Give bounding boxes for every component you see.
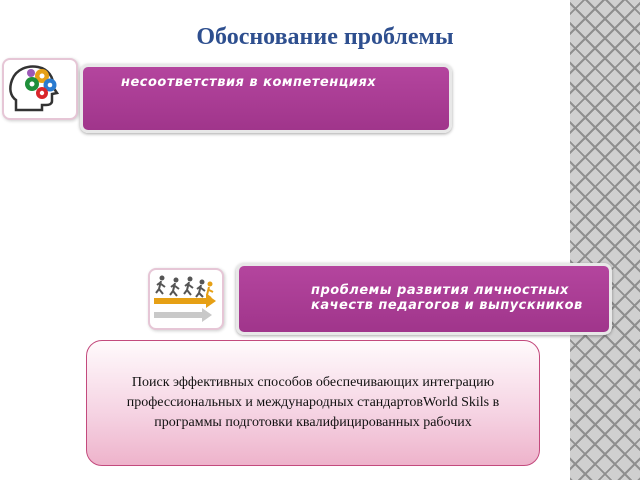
side-pattern-decoration [570,0,640,480]
box-text: Поиск эффективных способов обеспечивающих интеграцию профессиональных и международных стандартовWorld Skils в программы подготовки квалифицированных рабочих [126,375,500,430]
banner-2-text: проблемы развития личностных качеств педагогов и выпускников [311,283,583,313]
running-people-icon [148,268,224,330]
banner-1-text: несоответствия в компетенциях [121,75,377,90]
competence-mismatch-banner [80,64,452,133]
slide-title: Обоснование проблемы [196,24,454,50]
search-methods-box [86,340,540,466]
personal-qualities-banner [236,263,612,335]
head-gears-icon [2,58,78,120]
